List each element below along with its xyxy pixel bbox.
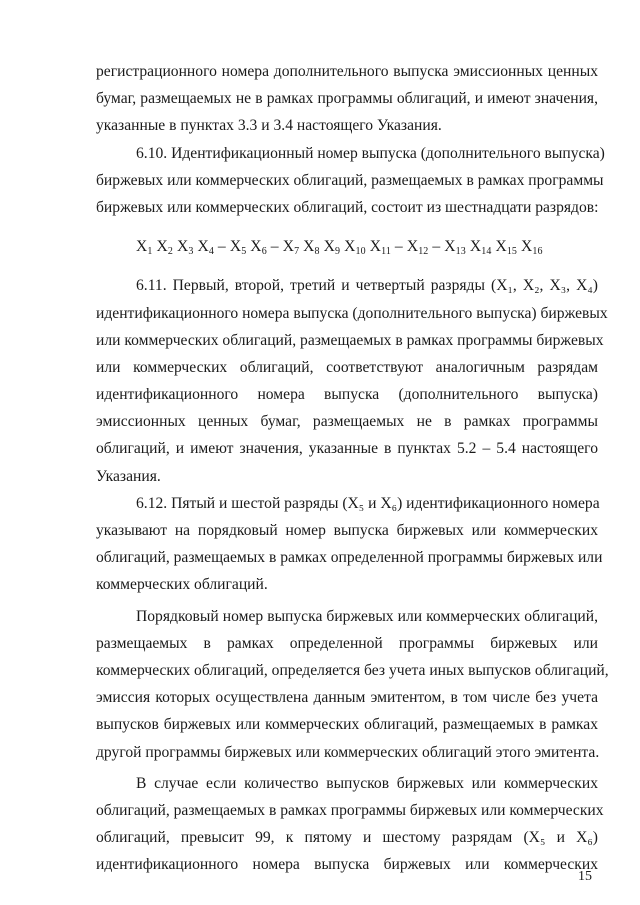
text-line: Порядковый номер выпуска биржевых или коммерческих облигаций, [136,607,598,625]
formula-digit-4: $X_4$ [193,238,214,258]
text-line: Указания. [96,467,161,485]
paragraph-6-12 [96,490,603,599]
text-line: регистрационного номера дополнительного выпуска эмиссионных ценных [96,63,598,80]
text-line: облигаций, размещаемых в рамках программы биржевых или коммерческих [96,801,604,819]
formula-digit-5: – $X_5$ [213,238,247,258]
formula-digit-3: $X_3$ [172,238,194,258]
text-line: или коммерческих облигаций, размещаемых в рамках программы биржевых [96,331,604,349]
spacer [96,221,598,233]
text-line: идентификационного номера выпуска (дополнительного выпуска) [96,386,598,404]
paragraph-6-10 [96,140,605,222]
formula-digit-14: $X_{14}$ [465,238,492,258]
formula-digit-12: – $X_{12}$ [390,238,429,258]
text-line: другой программы биржевых или коммерческих облигаций этого эмитента. [96,743,600,761]
text-line: идентификационного номера выпуска биржевых или коммерческих [96,856,598,874]
text-line: указанные в пунктах 3.3 и 3.4 настоящего Указания. [96,117,442,135]
spacer [96,260,598,272]
text-line: 6.11. Первый, второй, третий и четвертый разряды (X₁, X₂, X₃, X₄) [136,277,598,295]
formula-digit-15: $X_{15}$ [491,238,518,258]
text-line: эмиссия которых осуществлена данным эмитентом, в том числе без учета [96,689,598,707]
formula-digit-2: $X_2$ [152,238,173,258]
formula-digit-1: $X_1$ [136,238,153,258]
paragraph-continued [96,58,598,140]
formula-digit-16: $X_{16}$ [517,238,543,258]
text-line: бумаг, размещаемых не в рамках программы облигаций, и имеют значения, [96,90,598,108]
formula-digit-11: $X_{11}$ [365,238,391,258]
text-line: эмиссионных ценных бумаг, размещаемых не в рамках программы [96,413,598,431]
paragraph-6-11 [96,272,608,490]
text-line: В случае если количество выпусков биржевых или коммерческих [136,774,598,792]
text-line: указывают на порядковый номер выпуска биржевых или коммерческих [96,522,598,539]
text-line: облигаций, размещаемых в рамках определенной программы биржевых или [96,549,603,567]
paragraph-order-number [96,603,609,766]
text-line: биржевых или коммерческих облигаций, состоит из шестнадцати разрядов: [96,198,599,216]
text-line: коммерческих облигаций, определяется без учета иных выпусков облигаций, [96,661,609,679]
text-line: биржевых или коммерческих облигаций, размещаемых в рамках программы [96,171,604,189]
page-number: 15 [578,869,592,884]
text-line: 6.10. Идентификационный номер выпуска (дополнительного выпуска) [136,144,605,162]
formula-digit-6: $X_6$ [246,238,267,258]
document-page [96,58,609,878]
paragraph-case [96,770,604,879]
formula-digit-13: – $X_{13}$ [428,238,466,258]
text-line: идентификационного номера выпуска (дополнительного выпуска) биржевых [96,304,608,322]
formula-digit-9: $X_9$ [319,238,341,258]
formula-digit-8: $X_8$ [299,238,320,258]
text-line: облигаций, превысит 99, к пятому и шестому разрядам (X₅ и X₆) [96,829,598,847]
id-number-formula [96,233,598,260]
formula-digit-7: – $X_7$ [266,238,300,258]
text-line: коммерческих облигаций. [96,576,268,594]
formula-digit-10: $X_{10}$ [340,238,366,258]
text-line: 6.12. Пятый и шестой разряды (X₅ и X₆) идентификационного номера [136,494,600,512]
text-line: или коммерческих облигаций, соответствуют аналогичным разрядам [96,358,598,376]
text-line: облигаций, и имеют значения, указанные в пунктах 5.2 – 5.4 настоящего [96,440,598,458]
text-line: размещаемых в рамках определенной программы биржевых или [96,634,598,652]
text-line: выпусков биржевых или коммерческих облигаций, размещаемых в рамках [96,716,598,734]
